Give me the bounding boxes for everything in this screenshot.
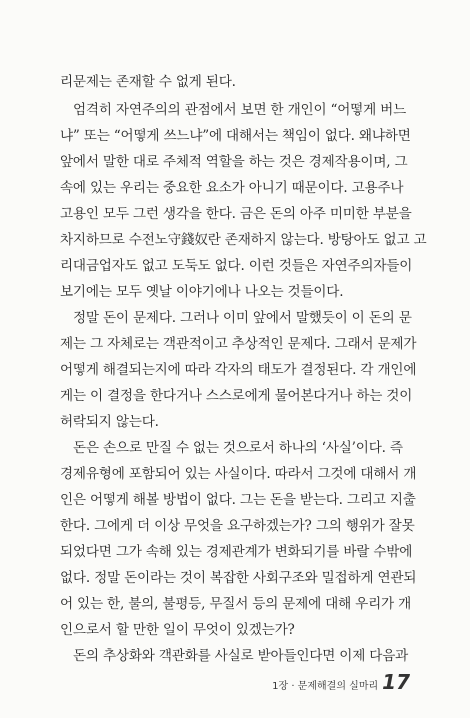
text-line: 속에 있는 우리는 중요한 요소가 아니기 때문이다. 고용주나: [60, 180, 404, 196]
text-line: 보기에는 모두 옛날 이야기에나 나오는 것들이다.: [60, 284, 344, 300]
text-line: 냐” 또는 “어떻게 쓰느냐”에 대해서는 책임이 없다. 왜냐하면: [60, 128, 411, 144]
text-line: 한다. 그에게 더 이상 무엇을 요구하겠는가? 그의 행위가 잘못: [60, 518, 415, 534]
page-number: 17: [382, 670, 410, 694]
chapter-label: 1장 · 문제해결의 실마리: [272, 681, 379, 692]
text-line: 어 있는 한, 불의, 불평등, 무질서 등의 문제에 대해 우리가 개: [60, 596, 411, 612]
text-line: 차지하므로 수전노守錢奴란 존재하지 않는다. 방탕아도 없고 고: [60, 232, 427, 248]
text-line: 고용인 모두 그런 생각을 한다. 금은 돈의 아주 미미한 부분을: [60, 206, 412, 222]
text-line: 엄격히 자연주의의 관점에서 보면 한 개인이 “어떻게 버느: [73, 102, 407, 118]
text-line: 앞에서 말한 대로 주체적 역할을 하는 것은 경제작용이며, 그: [60, 154, 408, 170]
text-line: 허락되지 않는다.: [60, 414, 159, 430]
text-line: 돈의 추상화와 객관화를 사실로 받아들인다면 이제 다음과: [73, 648, 409, 664]
text-line: 없다. 정말 돈이라는 것이 복잡한 사회구조와 밀접하게 연관되: [60, 570, 417, 586]
text-line: 인으로서 할 만한 일이 무엇이 있겠는가?: [60, 622, 295, 638]
page-footer: [272, 670, 410, 694]
text-line: 제는 그 자체로는 객관적이고 추상적인 문제다. 그래서 문제가: [60, 336, 417, 352]
text-line: 돈은 손으로 만질 수 없는 것으로서 하나의 ‘사실’이다. 즉: [73, 440, 403, 456]
text-line: 어떻게 해결되는지에 따라 각자의 태도가 결정된다. 각 개인에: [60, 362, 417, 378]
text-line: 경제유형에 포함되어 있는 사실이다. 따라서 그것에 대해서 개: [60, 466, 417, 482]
text-line: 정말 돈이 문제다. 그러나 이미 앞에서 말했듯이 이 돈의 문: [73, 310, 412, 326]
text-line: 리대금업자도 없고 도둑도 없다. 이런 것들은 자연주의자들이: [60, 258, 413, 274]
text-line: 리문제는 존재할 수 없게 된다.: [60, 74, 236, 90]
text-line: 되었다면 그가 속해 있는 경제관계가 변화되기를 바랄 수밖에: [60, 544, 413, 560]
text-line: 인은 어떻게 해볼 방법이 없다. 그는 돈을 받는다. 그리고 지출: [60, 492, 416, 508]
text-line: 게는 이 결정을 한다거나 스스로에게 물어본다거나 하는 것이: [60, 388, 413, 404]
